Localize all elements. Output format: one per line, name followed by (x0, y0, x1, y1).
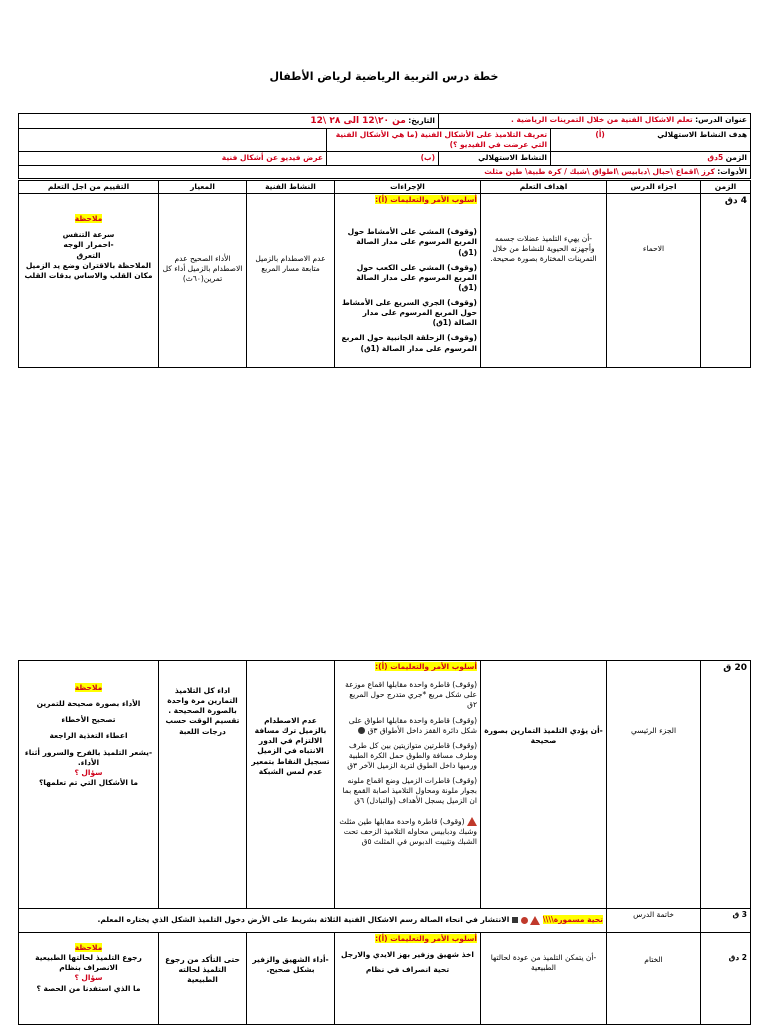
date-value: من ٢٠\12 الى ٢٨ \12 (310, 116, 406, 126)
warmup-eval-line: التعرق (76, 250, 101, 260)
ball-shape-icon (358, 727, 365, 734)
warmup-procedures (335, 194, 481, 368)
square-shape-icon (512, 917, 518, 923)
col-assessment: التقييم من اجل التعلم (19, 181, 159, 194)
tools-label: الأدوات: (717, 166, 748, 176)
date-label: التاريخ: (408, 116, 436, 125)
activity-label: النشاط الاستهلالي (478, 153, 548, 163)
circle-shape-icon (521, 917, 528, 924)
lesson-title-cell (439, 114, 751, 129)
page-title: خطة درس التربية الرياضية لرياض الأطفال (269, 70, 499, 83)
main-criteria: اداء كل التلاميذ التمارين مرة واحدة بالصورة الصحيحة . تقسيم الوقت حسب درجات اللعبة (159, 661, 247, 909)
main-objective: -أن يؤدي التلميذ التمارين بصورة صحيحة (481, 661, 607, 909)
date-cell (19, 114, 439, 129)
warmup-safety: عدم الاصطدام بالزميل متابعة مسار المربع (247, 194, 335, 368)
info-row-tools (19, 165, 751, 178)
ending-question-text: ما الذي استفدنا من الحصة ؟ (36, 983, 141, 993)
ending-objective: -أن يتمكن التلميذ من عودة لحالتها الطبيعية (481, 933, 607, 1025)
ending-eval-note: ملاحظة (74, 943, 103, 952)
triangle-shape-icon (530, 916, 540, 925)
main-question-text: ما الأشكال التي تم تعلمها؟ (38, 777, 139, 787)
conclusion-text: الانتشار في انحاء الصالة رسم الاشكال الفنية الثلاثة بشريط على الأرض دخول التلميذ الشكل الذي يختاره المعلم. (97, 915, 510, 925)
ending-part: الختام (607, 933, 701, 1025)
col-safety: النشاط الفنية (247, 181, 335, 194)
main-step-text: (وقوف) قاطرة واحدة مقابلها اطواق على شكل دائرة القفز داخل الأطواق ٣ق (348, 715, 477, 735)
conclusion-time: 3 ق (701, 909, 751, 933)
main-time: 20 ق (701, 661, 751, 909)
main-procedures (335, 661, 481, 909)
lesson-title-label: عنوان الدرس: (695, 115, 748, 124)
ending-time: 2 دق (701, 933, 751, 1025)
warmup-method: أسلوب الأمر والتعليمات (أ): (375, 195, 477, 205)
main-step (338, 716, 477, 736)
warmup-eval-note: ملاحظة (74, 214, 103, 224)
ending-method: أسلوب الأمر والتعليمات (أ): (375, 934, 477, 943)
main-step: (وقوف) قاطرتين متوازيتين بين كل طرف وطرف مسافة والطوق حمل الكرة الطبية ورميها داخل الطوق لتربة الزميل الآخر ٣ق (347, 740, 477, 770)
ending-assessment (19, 933, 159, 1025)
main-step-text: (وقوف) قاطرة واحدة مقابلها طين مثلث وشبك ودبابيس محاوله التلاميذ الزحف تحت الشبك وتثبيت الدبوس في المثلث ٥ق (339, 816, 477, 846)
main-eval-note: ملاحظة (74, 683, 103, 692)
goal-empty-cell (19, 129, 327, 152)
triangle-shape-icon (467, 817, 477, 826)
ending-question-label: سؤال ؟ (74, 973, 103, 983)
goal-text: تعريف التلاميذ على الأشكال الفنية (ما هي الأشكال الفنية التي عرضت في الفيديو ؟) (327, 129, 551, 152)
lesson-title-value: تعلم الاشكال الفنية من خلال التمرينات الرياضية . (511, 115, 693, 124)
ending-procedures (335, 933, 481, 1025)
warmup-step: (وقوف) المشي على الكعب حول المربع المرسوم على مدار الصالة (1ق) (356, 262, 477, 292)
goal-code: (أ) (595, 130, 605, 140)
tools-cell (19, 165, 751, 178)
main-eval-line: -يشعر التلميذ بالفرح والسرور أثناء الأداء. (24, 747, 153, 767)
warmup-time: 4 دق (701, 194, 751, 368)
warmup-row (19, 194, 751, 368)
main-part: الجزء الرئيسي (607, 661, 701, 909)
ending-safety: -أداء الشهيق والزفير بشكل صحيح. (247, 933, 335, 1025)
activity-code: (ب) (327, 152, 439, 165)
main-method: أسلوب الأمر والتعليمات (أ): (375, 662, 477, 671)
goal-label-cell (551, 129, 751, 152)
warmup-step: (وقوف) الجري السريع على الأمشاط حول المربع المرسوم على مدار الصالة (1ق) (341, 298, 477, 328)
warmup-step: (وقوف) المشي على الأمشاط حول المربع المرسوم على مدار الصالة (1ق) (347, 227, 477, 257)
main-step: (وقوف) قاطرات الزميل وضع اقماع ملونه بجوار ملونة ومحاول التلاميذ اصابة القمع بما ان الزميل يسجل الأهداف (والتبادل) ٦ق (342, 776, 477, 806)
main-assessment (19, 661, 159, 909)
warmup-table (18, 180, 751, 368)
warmup-part: الاحماء (607, 194, 701, 368)
main-safety: عدم الاصطدام بالزميل ترك مسافة الالتزام في الدور الانتباه في الزميل تسجيل النقاط بتمعير عدم لمس الشبكة (247, 661, 335, 909)
main-question-label: سؤال ؟ (74, 767, 103, 777)
warmup-eval-line: سرعة التنفس (62, 230, 115, 240)
warmup-assessment (19, 194, 159, 368)
ending-step: اخذ شهيق وزفير بهز الايدي والارجل (341, 950, 474, 960)
goal-label: هدف النشاط الاستهلالي (657, 130, 748, 140)
col-criteria: المعيار (159, 181, 247, 194)
main-step (338, 817, 477, 847)
info-row-title (19, 114, 751, 129)
ending-step: تحية انصراف في نظام (365, 965, 450, 975)
main-eval-line: اعطاء التغذية الراجعة (49, 731, 128, 741)
ending-row (19, 933, 751, 1025)
main-row (19, 661, 751, 909)
column-header-row (19, 181, 751, 194)
main-eval-line: تصحيح الأخطاء (61, 715, 116, 725)
warmup-objective: -أن يهيء التلميذ عضلات جسمه وأجهزته الحيوية للنشاط من خلال التمرينات المختارة بصورة صحيحة. (481, 194, 607, 368)
time-cell (551, 152, 751, 165)
warmup-eval-line: الملاحظة بالاقتران وضع يد الزميل مكان القلب والاساس بدقات القلب (24, 260, 153, 280)
time-value: 5دق (707, 153, 724, 163)
ending-eval-line: رجوع التلميذ لحالتها الطبيعية الانصراف بنظام (35, 953, 142, 973)
main-step: (وقوف) قاطرة واحدة مقابلها اقماع موزعة على شكل مربع *جري متدرج حول المربع ٢ق (345, 680, 477, 710)
col-objectives: اهداف التعلم (481, 181, 607, 194)
conclusion-content (19, 909, 607, 933)
conclusion-row (19, 909, 751, 933)
conclusion-highlight: تحية مسمورة\\\\ (542, 915, 603, 925)
lesson-info-table (18, 113, 751, 179)
ending-criteria: حتى التأكد من رجوع التلميذ لحالته الطبيعية (159, 933, 247, 1025)
warmup-step: (وقوف) الزحلقة الجانبية حول المربع المرسوم على مدار الصالة (1ق) (341, 333, 477, 353)
tools-value: كرز \اقماع \حبال \دبابيس \اطواق \شبك / كرة طبية\ طين مثلث (484, 166, 715, 176)
col-procedures: الإجراءات (335, 181, 481, 194)
activity-label-cell (439, 152, 551, 165)
info-row-activity (19, 152, 751, 165)
time-label: الزمن (725, 153, 748, 163)
conclusion-part: خاتمة الدرس (607, 909, 701, 933)
warmup-criteria: الأداء الصحيح عدم الاصطدام بالزميل أداء كل تمرين(٦٠ث) (159, 194, 247, 368)
main-table (18, 660, 751, 1025)
warmup-eval-line: -احمرار الوجه (63, 240, 114, 250)
col-part: اجزاء الدرس (607, 181, 701, 194)
activity-text: عرض فيديو عن أشكال فنية (19, 152, 327, 165)
main-eval-line: الأداء بصورة صحيحة للتمرين (36, 699, 141, 709)
info-row-goal (19, 129, 751, 152)
col-time: الزمن (701, 181, 751, 194)
